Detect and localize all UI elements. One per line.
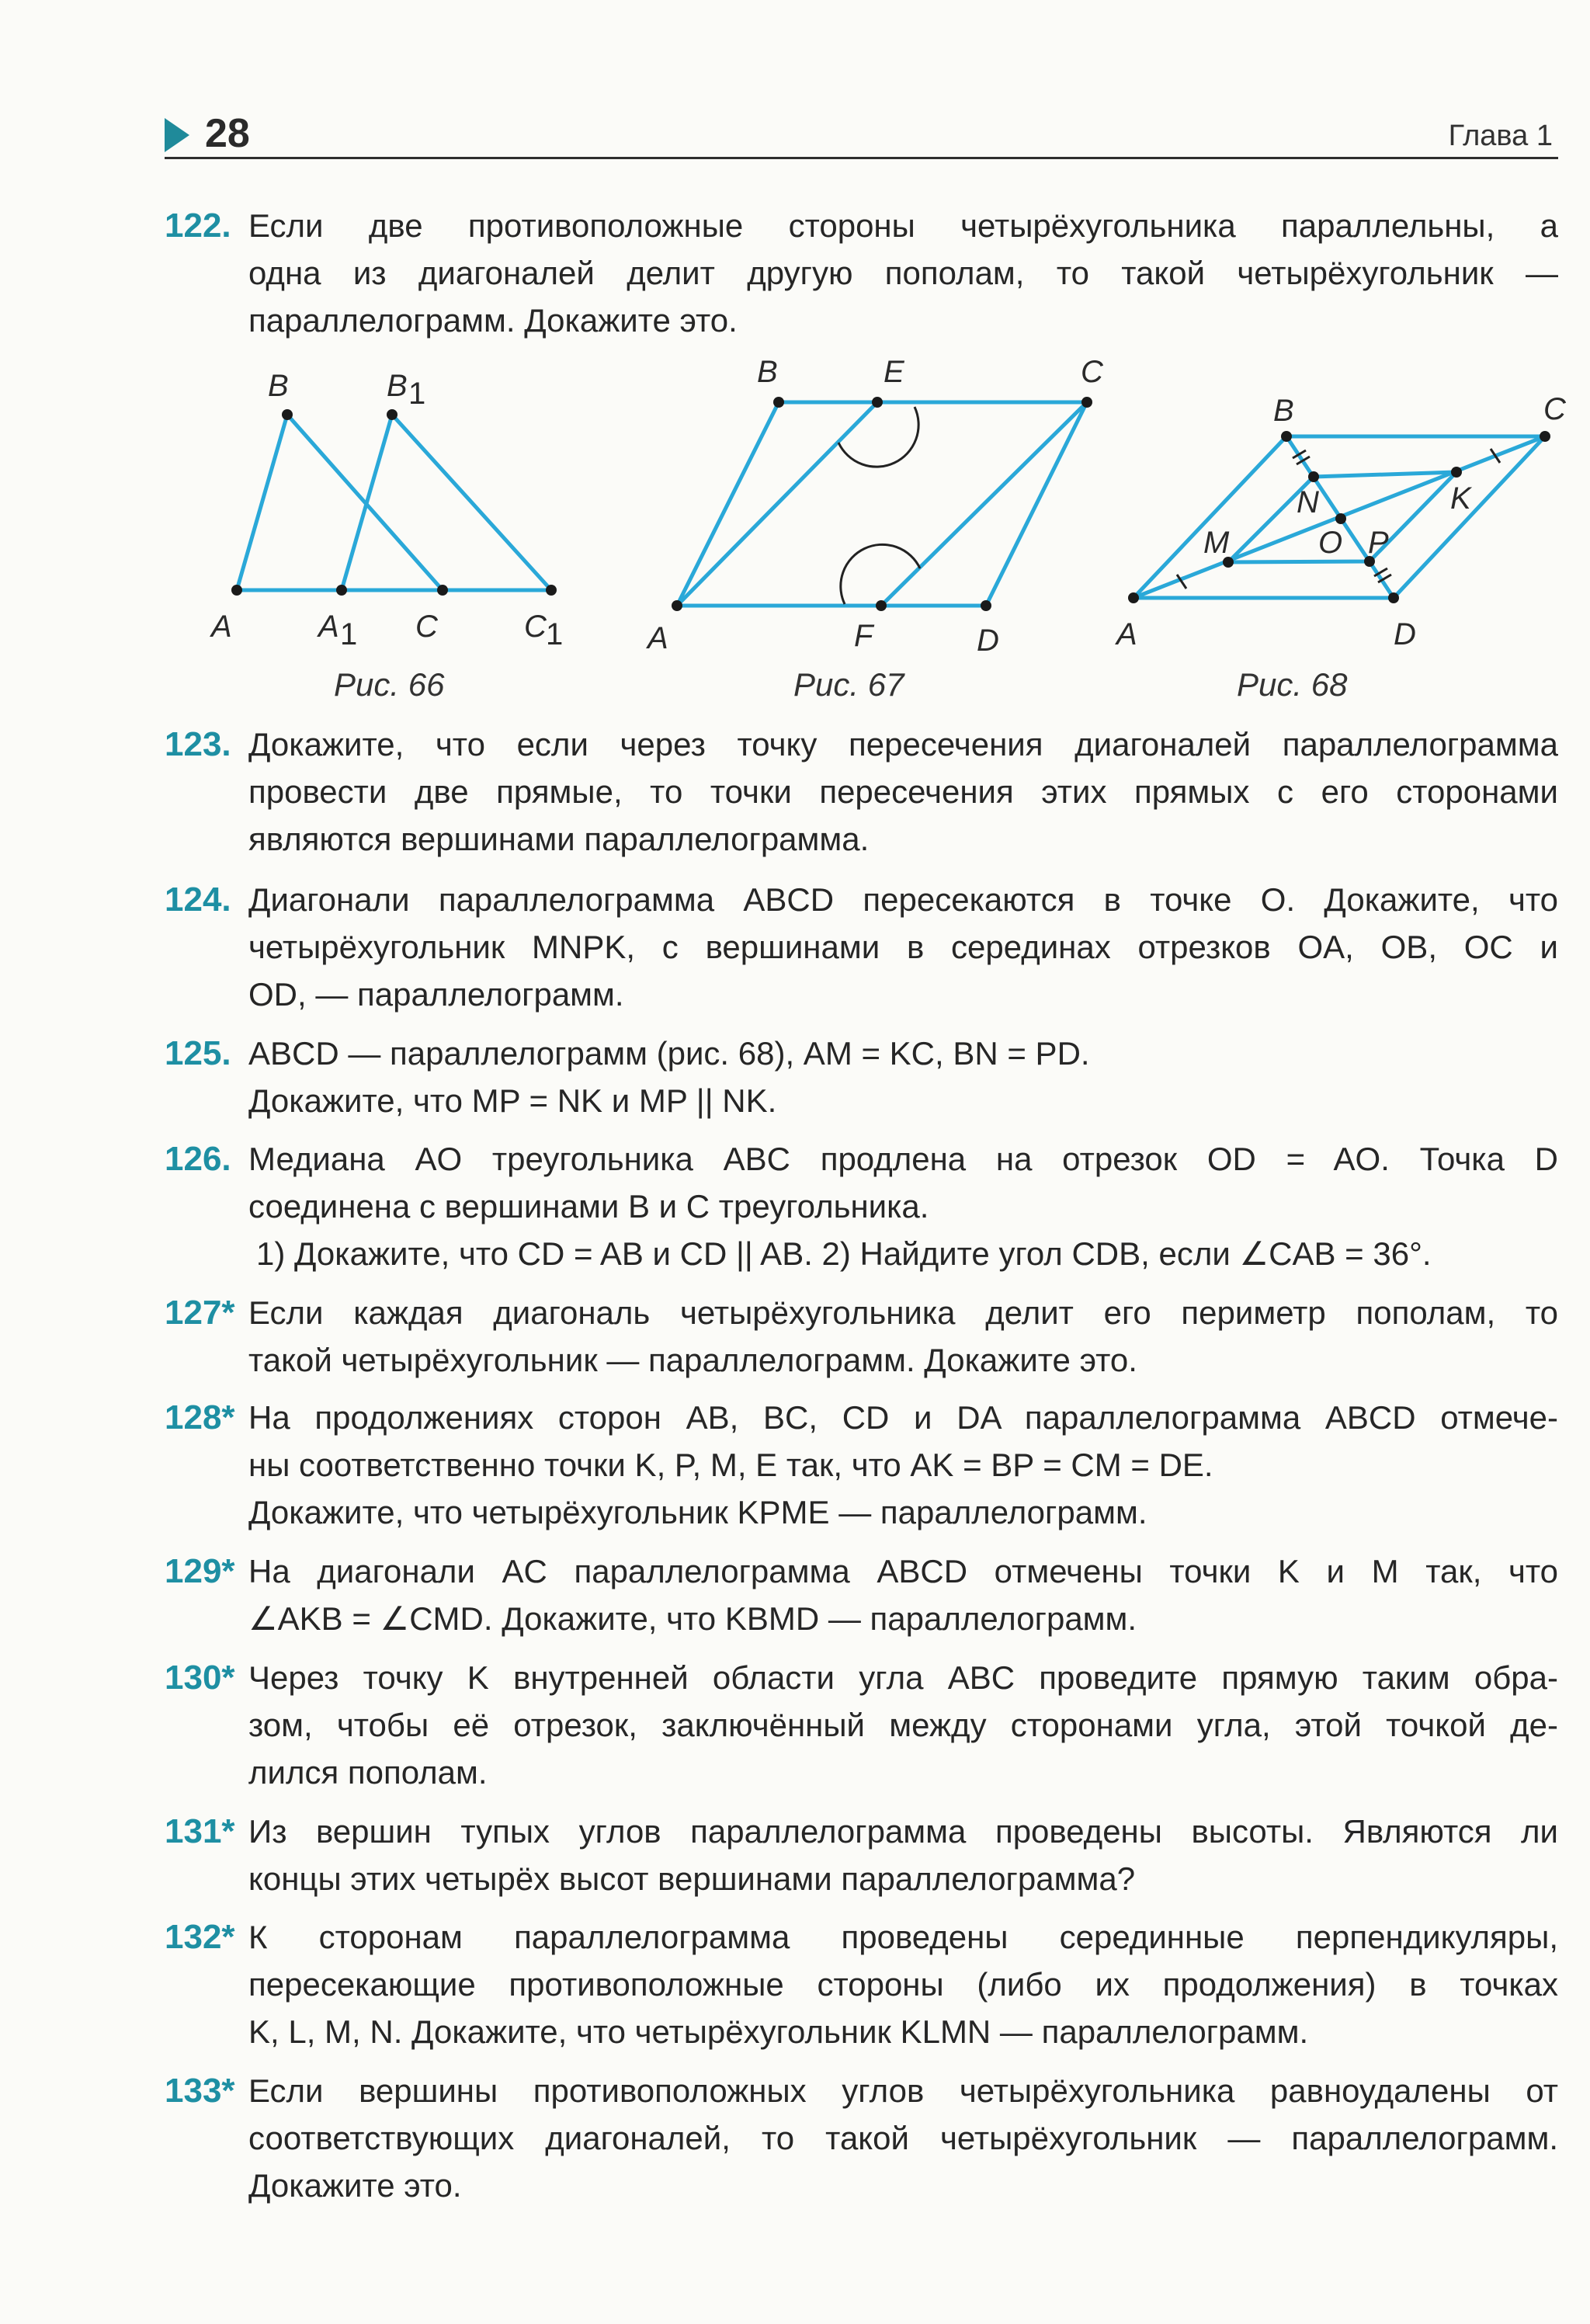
figure-68 <box>1102 349 1584 660</box>
fig66-segment-b1c1 <box>392 415 551 590</box>
fig67-label-b: B <box>757 355 778 389</box>
problem-number: 127 <box>165 1294 222 1332</box>
fig67-angle-arc-e <box>838 407 918 467</box>
difficulty-star-icon: * <box>221 1294 235 1332</box>
problem-number: 133 <box>165 2072 222 2110</box>
problem-text-line: соединена с вершинами B и C треугольника. <box>248 1188 929 1225</box>
problem-text-line: Медиана AO треугольника ABC продлена на отрезок OD = AO. Точка D <box>248 1141 1558 1177</box>
fig67-point-d <box>981 600 991 611</box>
fig67-label-e: E <box>884 355 904 389</box>
problem-text-line: четырёхугольник MNPK, с вершинами в серединах отрезков OA, OB, OC и <box>248 929 1558 965</box>
problem-number: 122. <box>165 207 231 245</box>
figure-66 <box>202 349 575 660</box>
fig68-label-b: B <box>1273 394 1294 428</box>
problem-129 <box>165 1548 1558 1648</box>
problem-text-line: параллелограмм. Докажите это. <box>248 302 738 339</box>
problem-number: 126. <box>165 1140 231 1178</box>
problem-text-line: пересекающие противоположные стороны (либо их продолжения) в точках <box>248 1966 1558 2003</box>
problem-number: 124. <box>165 881 231 919</box>
fig68-point-n <box>1308 471 1319 482</box>
fig66-point-a <box>231 585 242 596</box>
header-divider <box>165 157 1558 159</box>
fig68-label-k: K <box>1450 481 1471 516</box>
problem-133 <box>165 2067 1558 2215</box>
problem-122 <box>165 202 1558 349</box>
problem-text-line: 1) Докажите, что CD = AB и CD || AB. 2) Найдите угол CDB, если ∠CAB = 36°. <box>256 1235 1432 1272</box>
difficulty-star-icon: * <box>221 1812 235 1850</box>
fig66-label-b1-subscript: 1 <box>408 377 426 411</box>
problem-text-line: зом, чтобы её отрезок, заключённый между сторонами угла, этой точкой де- <box>248 1707 1558 1743</box>
problem-130 <box>165 1654 1558 1801</box>
figure-67 <box>644 349 1110 660</box>
fig68-label-a: A <box>1116 617 1137 651</box>
problem-text-line: K, L, M, N. Докажите, что четырёхугольник KLMN — параллелограмм. <box>248 2013 1309 2050</box>
fig66-label-b1: B <box>387 369 408 403</box>
fig66-label-b: B <box>268 369 289 403</box>
problem-text-line: лился пополам. <box>248 1754 488 1791</box>
difficulty-star-icon: * <box>221 1552 235 1590</box>
problem-text-line: соответствующих диагоналей, то такой четырёхугольник — параллелограмм. <box>248 2120 1558 2156</box>
fig67-point-e <box>872 397 883 408</box>
fig67-segment-cf <box>881 402 1087 606</box>
problem-text-line: Докажите, что четырёхугольник KPME — параллелограмм. <box>248 1494 1147 1530</box>
figure-68-caption: Рис. 68 <box>1237 666 1348 703</box>
problem-number: 123. <box>165 725 231 763</box>
fig66-label-c1-subscript: 1 <box>546 617 564 651</box>
problem-text-line: К сторонам параллелограмма проведены серединные перпендикуляры, <box>248 1919 1558 1955</box>
fig68-label-m: M <box>1203 526 1230 560</box>
difficulty-star-icon: * <box>221 1398 235 1436</box>
fig68-point-a <box>1128 592 1139 603</box>
fig68-point-c <box>1540 431 1550 442</box>
problem-text-line: Через точку K внутренней области угла ABC проведите прямую таким обра- <box>248 1659 1558 1696</box>
problem-text-line: Докажите, что MP = NK и MP || NK. <box>248 1082 777 1119</box>
fig67-parallelogram <box>677 402 1087 606</box>
fig66-label-c1: C <box>524 610 547 644</box>
fig68-label-n: N <box>1297 485 1319 519</box>
fig66-point-b <box>282 409 293 420</box>
figure-67-drawing <box>644 349 1110 660</box>
fig66-label-a: A <box>211 610 232 644</box>
figure-67-caption: Рис. 67 <box>793 666 904 703</box>
page-header <box>165 110 1562 157</box>
fig67-label-a: A <box>647 621 668 655</box>
fig66-label-c: C <box>415 610 438 644</box>
problem-text-line: концы этих четырёх высот вершинами параллелограмма? <box>248 1860 1136 1897</box>
fig67-point-b <box>773 397 784 408</box>
problem-127 <box>165 1289 1558 1390</box>
problem-124 <box>165 876 1558 1023</box>
problem-text-line: ∠AKB = ∠CMD. Докажите, что KBMD — параллелограмм. <box>248 1600 1137 1637</box>
fig67-point-c <box>1081 397 1092 408</box>
fig68-point-b <box>1281 431 1292 442</box>
figure-66-caption: Рис. 66 <box>334 666 445 703</box>
figure-66-drawing <box>202 349 575 660</box>
problem-131 <box>165 1808 1558 1909</box>
fig66-point-a1 <box>336 585 347 596</box>
page-number: 28 <box>205 111 250 156</box>
fig68-point-k <box>1451 467 1462 478</box>
problem-number: 128 <box>165 1398 222 1436</box>
fig68-point-d <box>1388 592 1399 603</box>
fig67-label-d: D <box>977 624 999 658</box>
fig68-label-d: D <box>1394 617 1416 651</box>
problem-text-line: Диагонали параллелограмма ABCD пересекаются в точке O. Докажите, что <box>248 881 1558 918</box>
problem-number: 132 <box>165 1918 222 1956</box>
problem-text-line: На диагонали AC параллелограмма ABCD отмечены точки K и M так, что <box>248 1553 1558 1589</box>
problem-text-line: провести две прямые, то точки пересечения этих прямых с его сторонами <box>248 773 1558 810</box>
chapter-title: Глава 1 <box>1448 120 1553 152</box>
fig67-label-c: C <box>1081 355 1103 389</box>
problem-text-line: ны соответственно точки K, P, M, E так, что AK = BP = CM = DE. <box>248 1447 1213 1483</box>
problem-text-line: одна из диагоналей делит другую пополам, то такой четырёхугольник — <box>248 255 1558 291</box>
fig67-angle-arc-f <box>841 544 920 604</box>
problem-number: 131 <box>165 1812 222 1850</box>
problem-132 <box>165 1913 1558 2061</box>
fig68-label-o: O <box>1318 526 1343 560</box>
figure-68-drawing <box>1102 349 1584 660</box>
fig67-label-f: F <box>854 619 873 653</box>
difficulty-star-icon: * <box>221 1659 235 1697</box>
problem-text-line: На продолжениях сторон AB, BC, CD и DA параллелограмма ABCD отмече- <box>248 1399 1558 1436</box>
problem-text-line: Из вершин тупых углов параллелограмма проведены высоты. Являются ли <box>248 1813 1558 1850</box>
fig66-point-c1 <box>546 585 557 596</box>
problem-number: 130 <box>165 1659 222 1697</box>
fig68-point-o <box>1335 513 1346 524</box>
fig66-label-a1-subscript: 1 <box>340 617 358 651</box>
problem-text-line: Докажите это. <box>248 2167 462 2204</box>
problem-text-line: Докажите, что если через точку пересечения диагоналей параллелограмма <box>248 726 1558 763</box>
problem-text-line: OD, — параллелограмм. <box>248 976 624 1013</box>
page-marker-arrow-icon <box>165 118 189 152</box>
fig68-label-c: C <box>1543 392 1566 426</box>
fig66-segment-a1b1 <box>342 415 392 590</box>
fig68-label-p: P <box>1368 526 1389 560</box>
problem-text-line: такой четырёхугольник — параллелограмм. Докажите это. <box>248 1342 1137 1378</box>
difficulty-star-icon: * <box>221 1918 235 1956</box>
fig66-point-c <box>437 585 448 596</box>
problem-text-line: Если две противоположные стороны четырёхугольника параллельны, а <box>248 207 1558 244</box>
difficulty-star-icon: * <box>221 2072 235 2110</box>
problem-number: 125. <box>165 1034 231 1072</box>
fig67-point-a <box>672 600 682 611</box>
problem-number: 129 <box>165 1552 222 1590</box>
problem-text-line: ABCD — параллелограмм (рис. 68), AM = KC, BN = PD. <box>248 1035 1090 1072</box>
fig66-point-b1 <box>387 409 398 420</box>
fig67-segment-ae <box>677 402 877 606</box>
fig66-segment-ab <box>237 415 287 590</box>
fig67-point-f <box>876 600 887 611</box>
problem-text-line: Если вершины противоположных углов четырёхугольника равноудалены от <box>248 2072 1558 2109</box>
fig66-label-a1: A <box>318 610 339 644</box>
problem-123 <box>165 721 1558 868</box>
problem-126 <box>165 1135 1558 1283</box>
problem-text-line: Если каждая диагональ четырёхугольника делит его периметр пополам, то <box>248 1294 1558 1331</box>
problem-text-line: являются вершинами параллелограмма. <box>248 821 870 857</box>
problem-128 <box>165 1394 1558 1541</box>
problem-125 <box>165 1030 1558 1131</box>
